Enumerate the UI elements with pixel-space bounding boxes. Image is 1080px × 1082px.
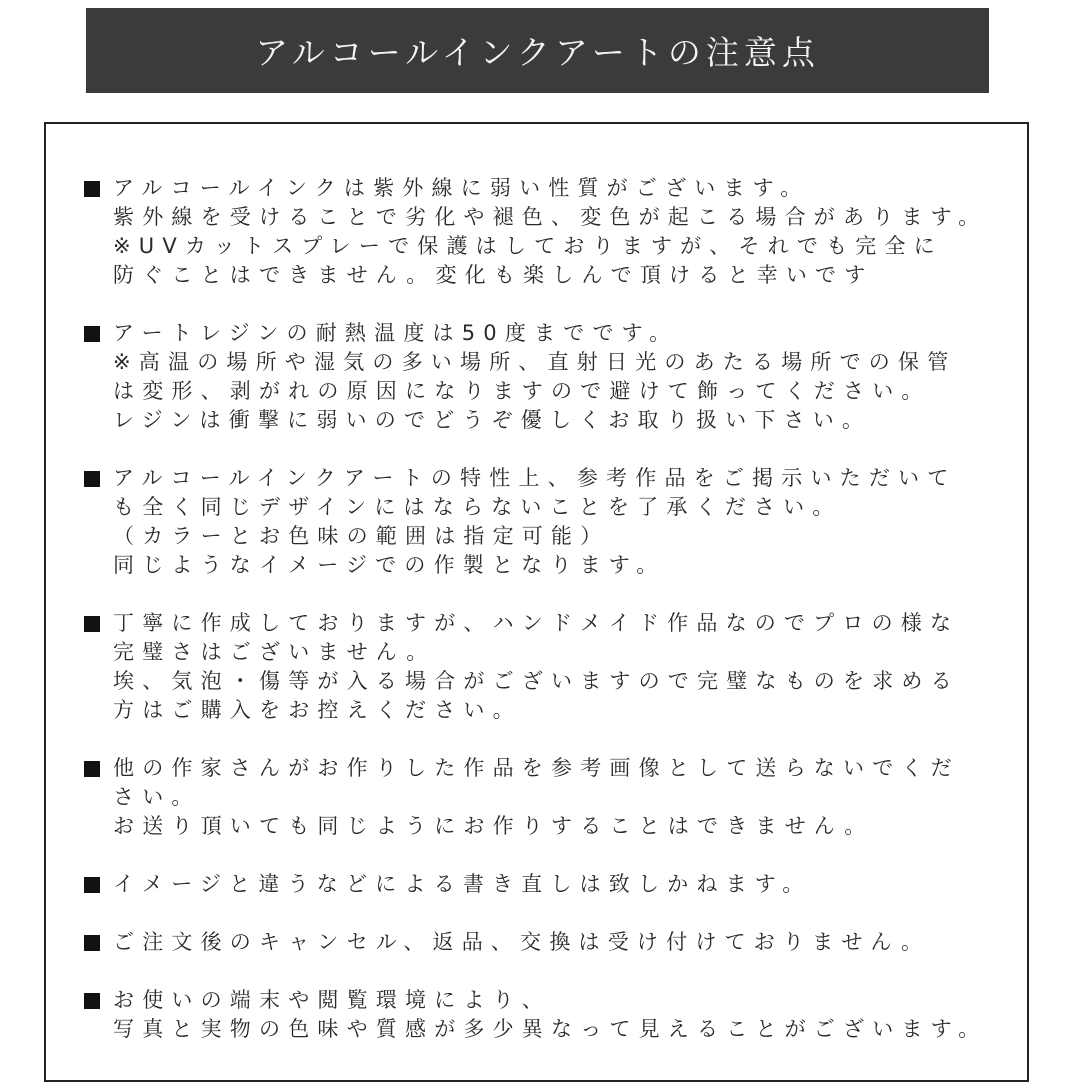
notice-line [80,928,1020,957]
notice-text: 完璧さはございません。 [113,640,436,664]
notice-text: ※UVカットスプレーで保護はしておりますが、それでも完全に [113,234,943,258]
notice-item [80,609,1020,725]
square-bullet-icon [84,181,100,197]
notice-line [80,203,1020,232]
notice-text: 埃、気泡・傷等が入る場合がございますので完璧なものを求める [113,669,960,693]
title-banner [86,8,989,93]
notice-text: アルコールインクアートの特性上、参考作品をご掲示いただいて [113,466,957,490]
notice-line [80,319,1020,348]
square-bullet-icon [84,877,100,893]
notice-line [80,638,1020,667]
notice-text: 方はご購入をお控えください。 [113,698,522,722]
notice-text: アートレジンの耐熱温度は50度までです。 [113,321,679,345]
square-bullet-icon [84,471,100,487]
notice-text: ご注文後のキャンセル、返品、交換は受け付けておりません。 [113,930,931,954]
notice-line [80,261,1020,290]
notice-text: アルコールインクは紫外線に弱い性質がございます。 [113,176,810,200]
notice-line [80,493,1020,522]
notice-text: レジンは衝撃に弱いのでどうぞ優しくお取り扱い下さい。 [113,408,872,432]
notice-line [80,783,1020,812]
notice-text: も全く同じデザインにはならないことを了承ください。 [113,495,842,519]
notice-text: イメージと違うなどによる書き直しは致しかねます。 [113,872,812,896]
notice-line [80,464,1020,493]
notice-item [80,870,1020,899]
notice-line [80,667,1020,696]
square-bullet-icon [84,935,100,951]
notice-item [80,754,1020,841]
page-title: アルコールインクアートの注意点 [255,33,820,72]
notice-line [80,986,1020,1015]
notice-text: 紫外線を受けることで劣化や褪色、変色が起こる場合があります。 [113,205,988,229]
notice-text: 他の作家さんがお作りした作品を参考画像として送らないでくだ [113,756,960,780]
notice-text: 写真と実物の色味や質感が多少異なって見えることがございます。 [113,1017,988,1041]
notice-item [80,174,1020,290]
square-bullet-icon [84,993,100,1009]
notice-item [80,986,1020,1044]
notice-text: お送り頂いても同じようにお作りすることはできません。 [113,814,874,838]
notice-line [80,812,1020,841]
notice-line [80,754,1020,783]
square-bullet-icon [84,616,100,632]
notice-text: お使いの端末や閲覧環境により、 [113,988,551,1012]
square-bullet-icon [84,761,100,777]
notice-line [80,609,1020,638]
notice-text: 防ぐことはできません。変化も楽しんで頂けると幸いです [113,263,874,287]
notice-item [80,464,1020,580]
notice-line [80,522,1020,551]
notice-item [80,319,1020,435]
notice-line [80,406,1020,435]
notice-text: は変形、剥がれの原因になりますので避けて飾ってください。 [113,379,931,403]
square-bullet-icon [84,326,100,342]
notice-line [80,1015,1020,1044]
notice-text: ※高温の場所や湿気の多い場所、直射日光のあたる場所での保管 [113,350,957,374]
notice-line [80,174,1020,203]
notice-line [80,348,1020,377]
notice-list [80,174,1020,1073]
notice-line [80,232,1020,261]
notice-text: 丁寧に作成しておりますが、ハンドメイド作品なのでプロの様な [113,611,960,635]
notice-text: 同じようなイメージでの作製となります。 [113,553,666,577]
notice-line [80,551,1020,580]
notice-text: （カラーとお色味の範囲は指定可能） [113,524,610,548]
notice-line [80,870,1020,899]
notice-line [80,696,1020,725]
notice-text: さい。 [113,785,201,809]
notice-line [80,377,1020,406]
notice-item [80,928,1020,957]
